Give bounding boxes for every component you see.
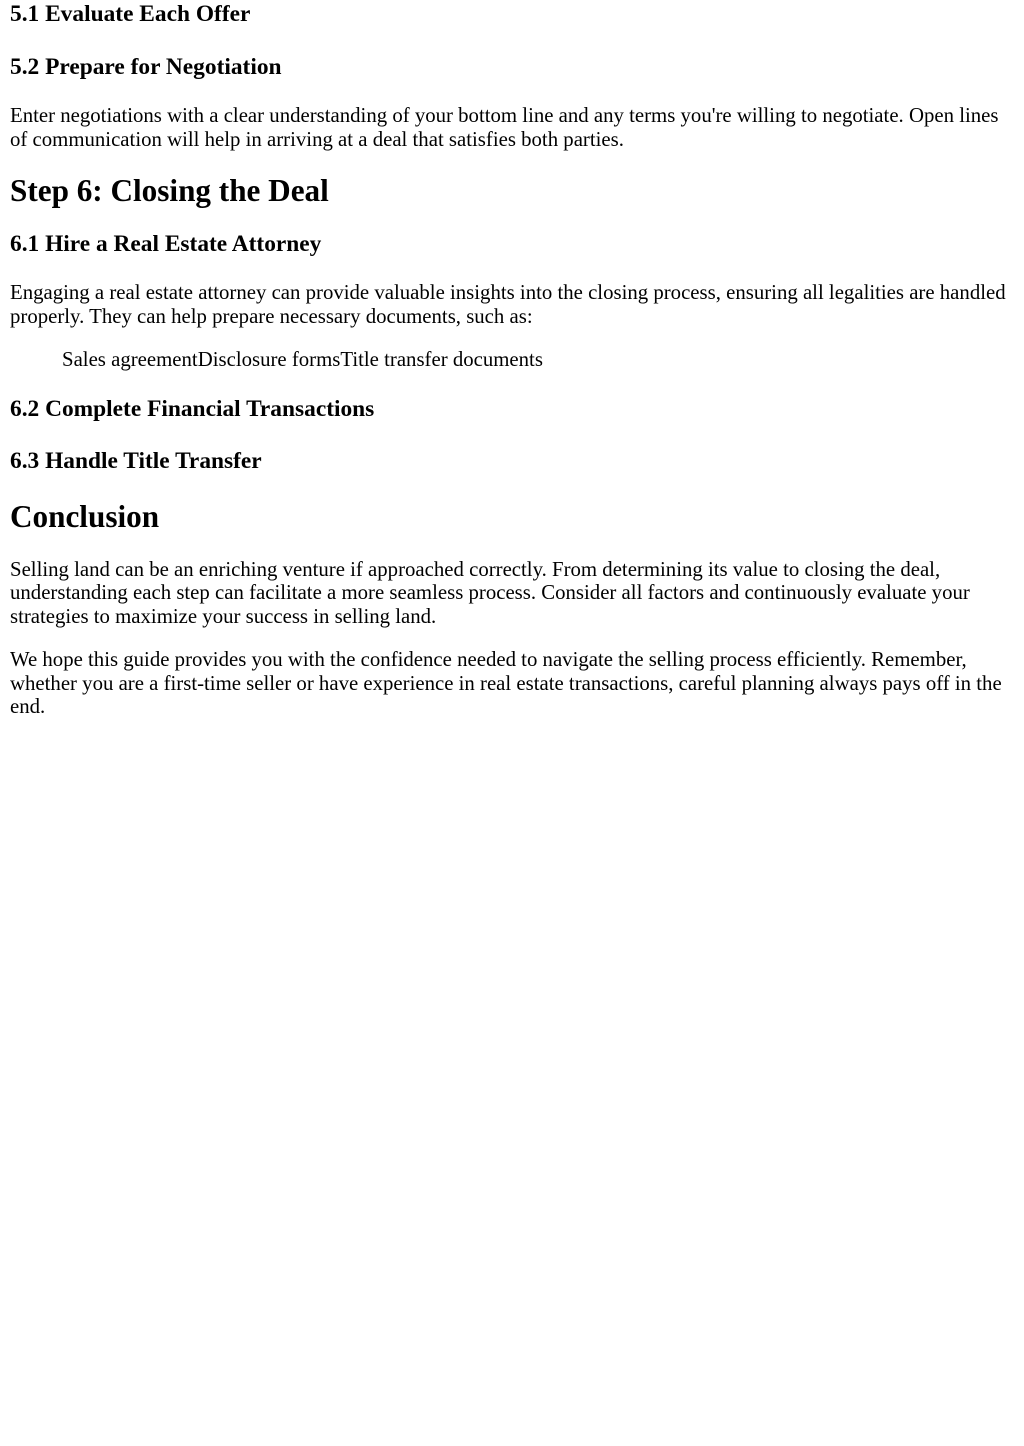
list-item: Title transfer documents bbox=[340, 348, 543, 371]
heading-step-6: Step 6: Closing the Deal bbox=[10, 173, 329, 208]
heading-6-3: 6.3 Handle Title Transfer bbox=[10, 447, 262, 474]
heading-5-2: 5.2 Prepare for Negotiation bbox=[10, 54, 282, 80]
heading-6-2: 6.2 Complete Financial Transactions bbox=[10, 395, 375, 422]
paragraph-conclusion-1: Selling land can be an enriching venture if approached correctly. From determining its value to closing the deal, understanding each step can facilitate a more seamless process. Consider all factors and continuously evaluate your strategies to maximize your success in selling land. bbox=[10, 557, 970, 628]
list-item: Disclosure forms bbox=[197, 348, 341, 371]
heading-5-1: 5.1 Evaluate Each Offer bbox=[10, 1, 251, 27]
documents-list bbox=[10, 348, 1014, 372]
list-item: Sales agreement bbox=[62, 348, 198, 371]
heading-6-1: 6.1 Hire a Real Estate Attorney bbox=[10, 231, 322, 257]
paragraph-conclusion-2: We hope this guide provides you with the confidence needed to navigate the selling process efficiently. Remember, whether you are a first-time seller or have experience in real estate transactions, careful planning always pays off in the end. bbox=[10, 648, 1002, 718]
paragraph-negotiation: Enter negotiations with a clear understanding of your bottom line and any terms you're willing to negotiate. Open lines of communication will help in arriving at a deal that satisfies both parties. bbox=[10, 104, 999, 151]
article-body bbox=[0, 0, 1024, 719]
heading-conclusion: Conclusion bbox=[10, 498, 160, 534]
paragraph-attorney: Engaging a real estate attorney can provide valuable insights into the closing process, ensuring all legalities are handled properly. They can help prepare necessary documents, such as: bbox=[10, 281, 1006, 328]
